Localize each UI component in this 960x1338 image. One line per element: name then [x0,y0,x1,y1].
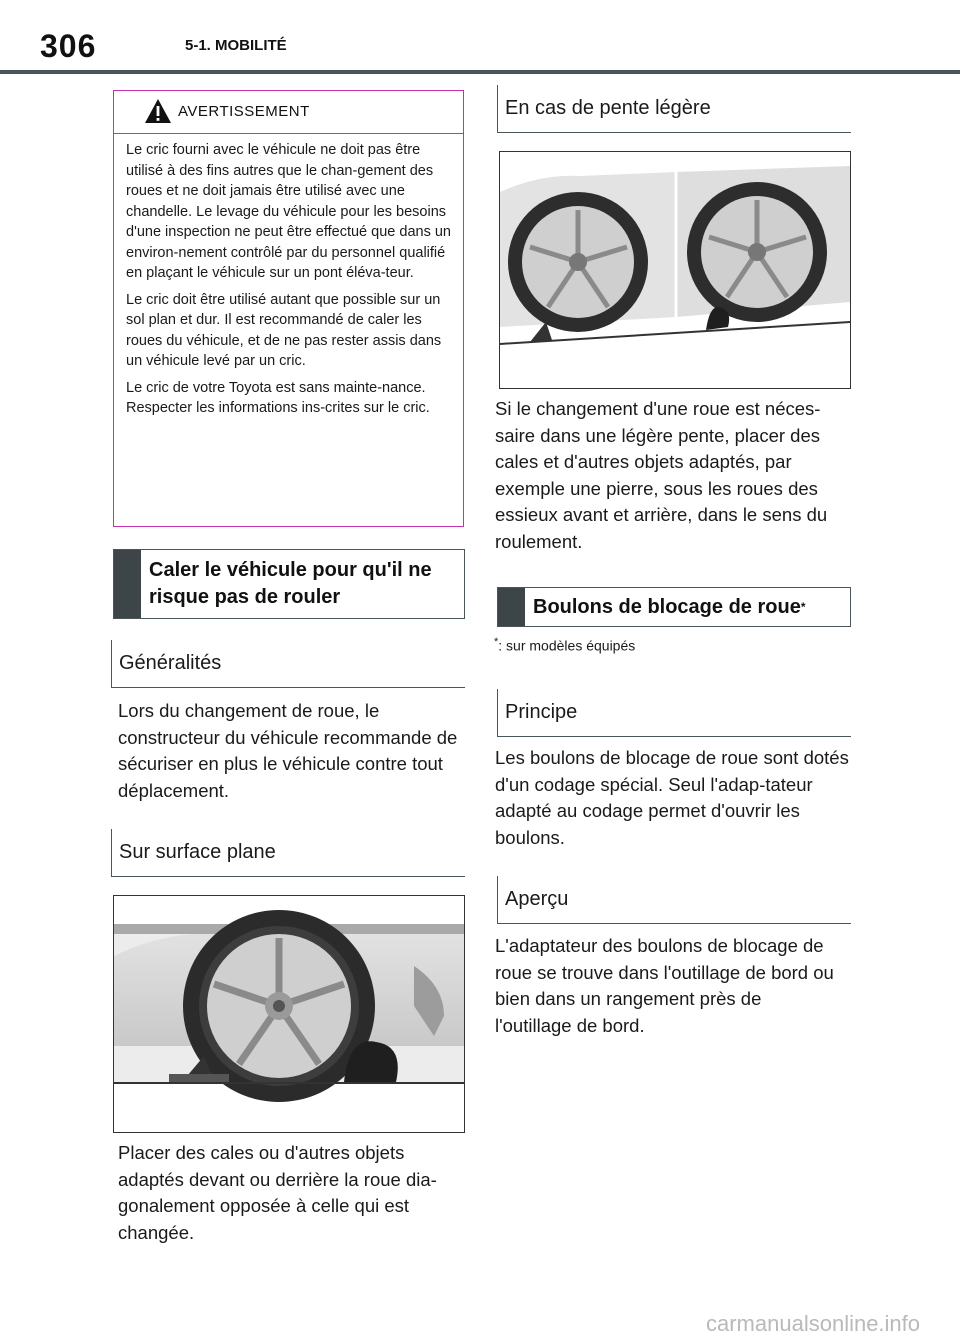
heading-bar [498,588,525,626]
sub-heading-pente: En cas de pente légère [497,85,851,133]
warning-header [114,91,463,134]
sub-heading-principe: Principe [497,689,851,737]
paragraph: Lors du changement de roue, le constructeur du véhicule recommande de sécuriser en plus le véhicule contre tout déplacement. [118,700,458,801]
warning-box [113,90,464,527]
page-number: 306 [40,28,97,64]
sub-heading-generalites: Généralités [111,640,465,688]
heading-bar [114,550,141,618]
sub-heading-apercu: Aperçu [497,876,851,924]
paragraph: Si le changement d'une roue est néces-saire dans une légère pente, placer des cales et d'autres objets adaptés, par exemple une pierre, sous les roues des essieux avant et arrière, dans le sens du roulement. [495,398,828,552]
warning-title: AVERTISSEMENT [178,103,310,120]
warning-body [114,134,463,419]
warning-paragraph: Le cric fourni avec le véhicule ne doit pas être utilisé à des fins autres que le chan-gement des roues et ne doit jamais être utilisé avec une chandelle. Le levage du véhicule pour les besoins d'une inspection ne peut être effectué que dans un environ-nement contrôlé par du personnel qualifié en plaçant le véhicule sur un pont éléva-teur. [126,142,451,281]
sub-heading-surface-plane: Sur surface plane [111,829,465,877]
paragraph: Placer des cales ou d'autres objets adaptés devant ou derrière la roue dia-gonalement opposée à celle qui est changée. [118,1142,437,1243]
wheel-chock-flat-illustration [114,896,464,1132]
figure-flat-surface [113,895,465,1133]
footnote-mark: * [494,636,499,648]
box-heading-caler [113,549,465,619]
footnote: *: sur modèles équipés [494,636,636,654]
box-heading-text: Boulons de blocage de roue * [533,595,806,618]
box-heading-text: Caler le véhicule pour qu'il ne risque pas de rouler [149,559,432,608]
section-title: 5-1. MOBILITÉ [185,37,287,54]
paragraph: L'adaptateur des boulons de blocage de roue se trouve dans l'outillage de bord ou bien dans un rangement près de l'outillage de bord. [495,935,834,1036]
watermark: carmanualsonline.info [706,1311,921,1336]
warning-triangle-icon [144,98,172,124]
header-rule [0,70,960,74]
figure-slope [499,151,851,389]
warning-paragraph: Le cric de votre Toyota est sans mainte-nance. Respecter les informations ins-crites sur le cric. [126,379,430,416]
warning-paragraph: Le cric doit être utilisé autant que possible sur un sol plan et dur. Il est recommandé de caler les roues du véhicule, et de ne pas rester assis dans un véhicule levé par un cric. [126,291,442,369]
wheel-chock-slope-illustration [500,152,850,388]
box-heading-boulons [497,587,851,627]
page-header [0,0,960,76]
paragraph: Les boulons de blocage de roue sont dotés d'un codage spécial. Seul l'adap-tateur adapté au codage permet d'ouvrir les boulons. [495,747,849,848]
